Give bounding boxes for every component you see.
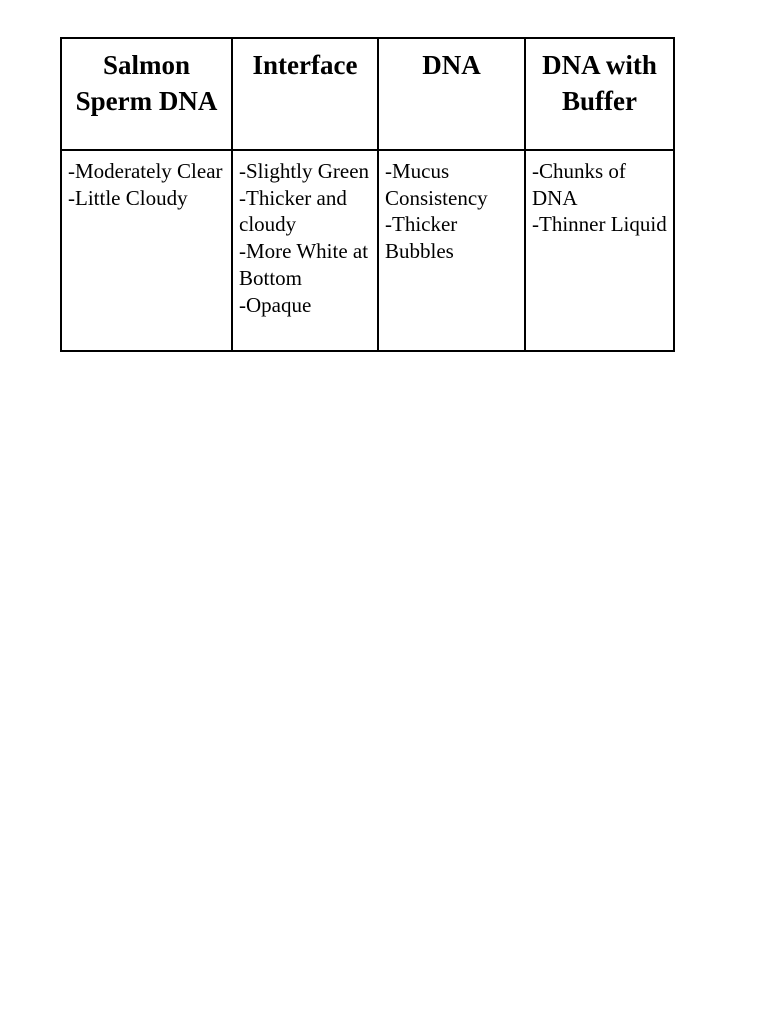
cell-line: -Thicker Bubbles <box>385 212 458 264</box>
cell-line: -Thicker and cloudy <box>239 185 347 237</box>
cell-line: -Thinner Liquid <box>532 212 667 237</box>
column-header-dna: DNA <box>378 38 525 150</box>
cell-line: -More White at Bottom <box>239 239 369 290</box>
cell-line: -Moderately Clear <box>68 159 223 183</box>
cell-line: -Mucus Consistency <box>385 159 488 210</box>
table-header-row <box>61 38 674 150</box>
column-header-interface: Interface <box>232 38 378 150</box>
observations-table <box>60 37 675 352</box>
cell-interface <box>232 150 378 351</box>
column-header-dna-with-buffer: DNA with Buffer <box>525 38 674 150</box>
cell-salmon-sperm-dna <box>61 150 232 351</box>
cell-line: -Chunks of DNA <box>532 159 626 210</box>
column-header-salmon-sperm-dna: Salmon Sperm DNA <box>61 38 232 150</box>
cell-line: -Little Cloudy <box>68 185 188 210</box>
table-row <box>61 150 674 351</box>
cell-dna <box>378 150 525 351</box>
cell-line: -Slightly Green <box>239 159 370 183</box>
cell-dna-with-buffer <box>525 150 674 351</box>
cell-line: -Opaque <box>239 292 312 317</box>
